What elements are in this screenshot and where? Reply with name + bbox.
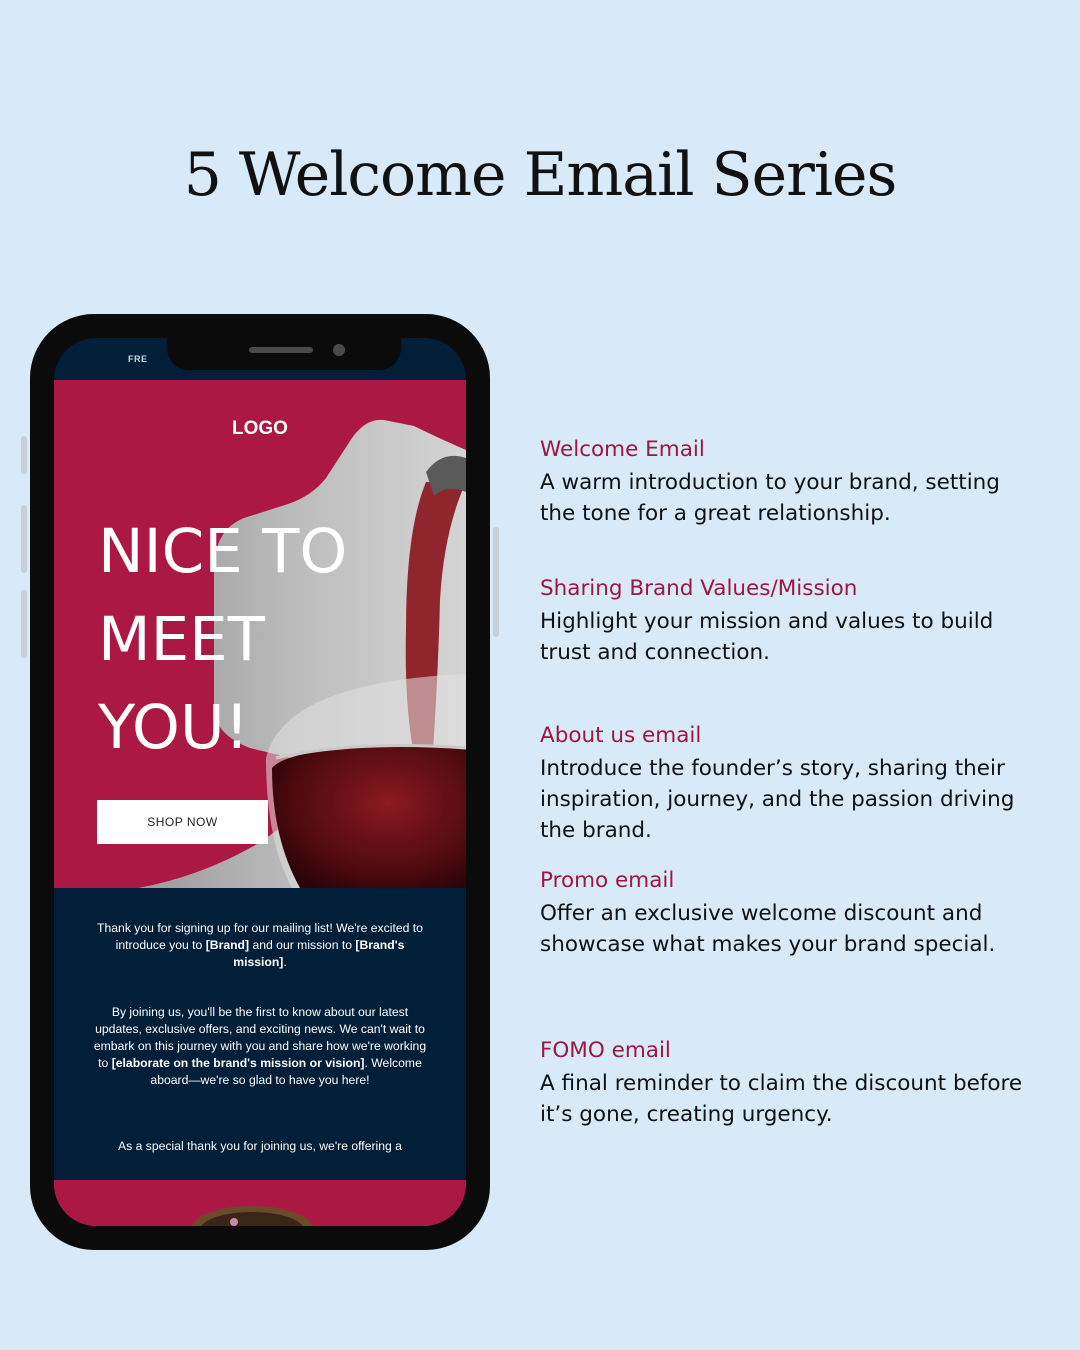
mission-placeholder: [Brand's mission] — [233, 938, 405, 969]
shop-now-button[interactable]: SHOP NOW — [97, 800, 268, 844]
email-hero — [54, 380, 466, 888]
phone-volume-up-button — [21, 505, 27, 573]
hero-line: NICE TO — [98, 516, 348, 587]
phone-mockup — [30, 314, 490, 1250]
speaker-icon — [249, 347, 313, 353]
text-span: and our mission to — [249, 938, 356, 952]
email-item-promo — [540, 866, 1040, 960]
email-item-heading: Promo email — [540, 868, 675, 893]
text-span: . — [283, 955, 287, 969]
phone-power-button — [493, 527, 499, 637]
email-promo-strip — [54, 1180, 466, 1226]
email-item-fomo — [540, 1036, 1040, 1130]
text-span: Thank you for signing up for our mailing list! We're excited to introduce you to — [97, 921, 423, 952]
email-body — [54, 888, 466, 1180]
email-item-values — [540, 574, 1040, 668]
email-item-welcome — [540, 435, 1040, 529]
text-span: . Welcome aboard—we're so glad to have you here! — [150, 1056, 422, 1087]
email-item-description: A warm introduction to your brand, setting the tone for a great relationship. — [540, 470, 1000, 526]
email-item-description: Highlight your mission and values to build trust and connection. — [540, 609, 994, 665]
email-item-heading: About us email — [540, 723, 702, 748]
text-span: By joining us, you'll be the first to know about our latest updates, exclusive offers, and exciting news. We can't wait to embark on this journey with you and share how we're working to — [93, 1005, 427, 1070]
page-title: 5 Welcome Email Series — [183, 140, 897, 210]
brand-placeholder: [Brand] — [205, 938, 250, 952]
email-item-heading: FOMO email — [540, 1038, 671, 1063]
phone-volume-down-button — [21, 590, 27, 658]
email-item-heading: Welcome Email — [540, 437, 705, 462]
hero-line: YOU! — [98, 692, 250, 763]
phone-screen — [54, 338, 466, 1226]
body-paragraph-1 — [92, 920, 428, 971]
phone-silent-switch — [21, 436, 27, 474]
body-paragraph-2 — [92, 1004, 428, 1089]
email-item-description: A final reminder to claim the discount before it’s gone, creating urgency. — [540, 1071, 1023, 1127]
phone-notch — [167, 338, 401, 370]
vision-placeholder: [elaborate on the brand's mission or vision] — [111, 1056, 365, 1070]
top-banner-left-text: FRE — [128, 354, 148, 364]
email-item-about — [540, 721, 1040, 846]
email-item-description: Introduce the founder’s story, sharing their inspiration, journey, and the passion driving the brand. — [540, 756, 1015, 843]
hero-line: MEET — [98, 604, 265, 675]
hero-headline — [98, 508, 347, 772]
email-item-heading: Sharing Brand Values/Mission — [540, 576, 858, 601]
body-paragraph-3: As a special thank you for joining us, we're offering a — [118, 1139, 402, 1153]
brand-logo: LOGO — [232, 418, 288, 439]
camera-icon — [333, 344, 345, 356]
email-item-description: Offer an exclusive welcome discount and showcase what makes your brand special. — [540, 901, 996, 957]
product-image — [54, 1180, 466, 1226]
